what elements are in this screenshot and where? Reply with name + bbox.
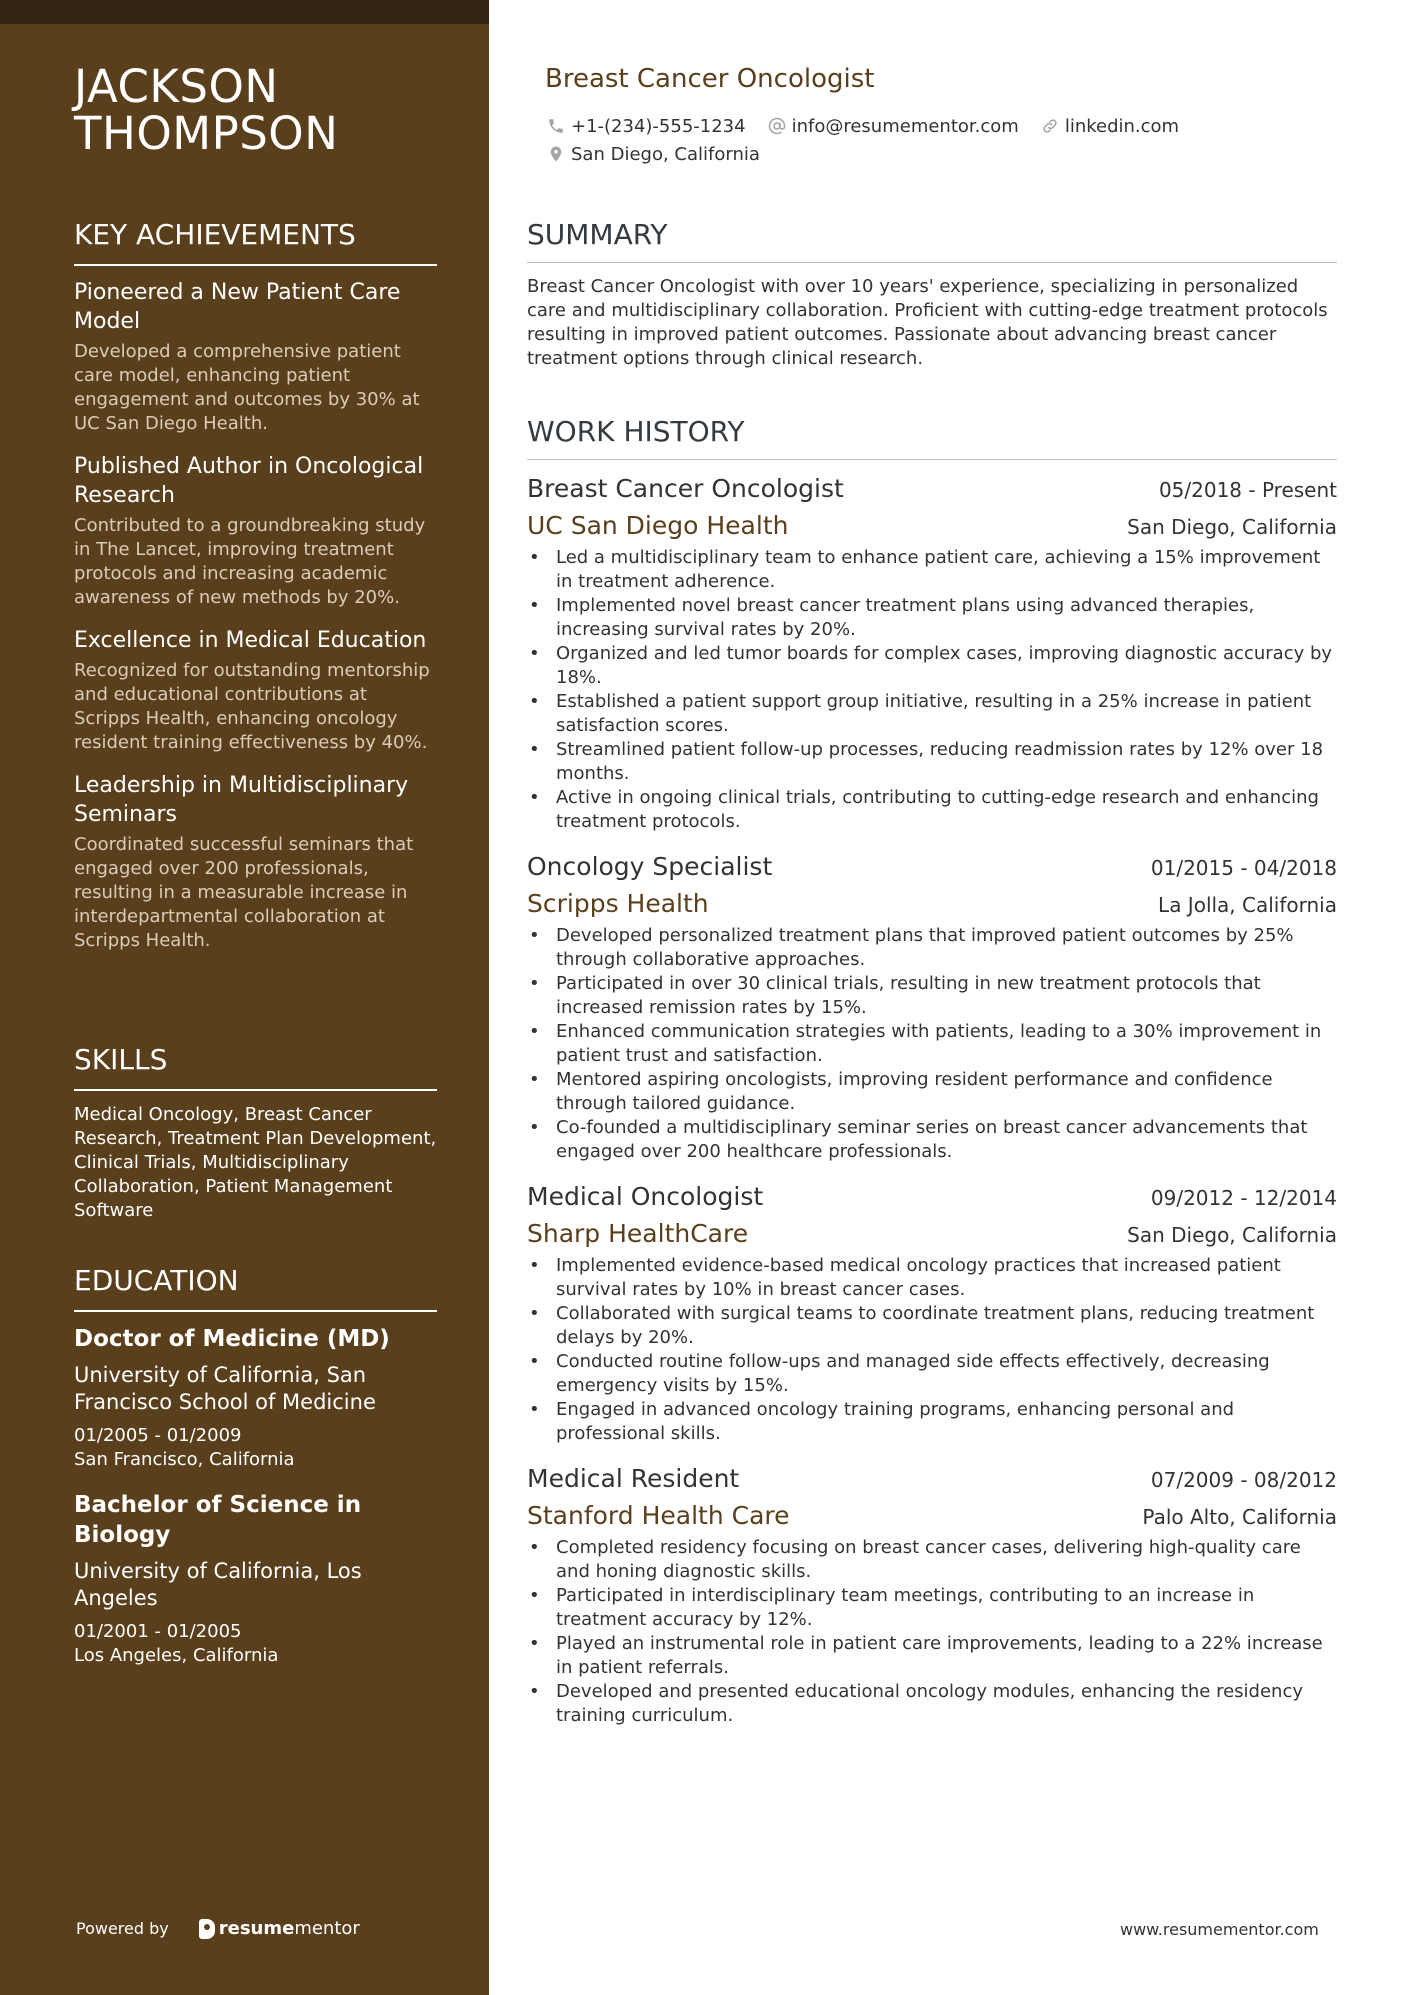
job-bullets [527, 924, 1337, 1164]
education-item [74, 1324, 437, 1472]
job-company: Scripps Health [527, 889, 709, 918]
footer-url-link[interactable]: www.resumementor.com [1120, 1920, 1319, 1939]
education-school: University of California, Los Angeles [74, 1559, 362, 1610]
sidebar [0, 0, 489, 1995]
achievement-desc: Recognized for outstanding mentorship and educational contributions at Scripps Health, enhancing oncology resident training effectiveness by 40%. [74, 660, 430, 753]
job-dates: 01/2015 - 04/2018 [1150, 856, 1337, 880]
job-company: UC San Diego Health [527, 511, 789, 540]
job-bullet: • Mentored aspiring oncologists, improving resident performance and confidence through tailored guidance. [527, 1068, 1337, 1116]
last-name: THOMPSON [74, 107, 339, 160]
job-bullet: • Co-founded a multidisciplinary seminar series on breast cancer advancements that engaged over 200 healthcare professionals. [527, 1116, 1337, 1164]
job-role: Breast Cancer Oncologist [527, 474, 844, 503]
achievement-title: Pioneered a New Patient Care Model [74, 280, 401, 334]
job-bullet: • Participated in interdisciplinary team meetings, contributing to an increase in treatment accuracy by 12%. [527, 1584, 1337, 1632]
achievement-item [74, 452, 437, 610]
job-bullet: • Collaborated with surgical teams to coordinate treatment plans, reducing treatment delays by 20%. [527, 1302, 1337, 1350]
achievement-title: Published Author in Oncological Research [74, 454, 424, 508]
education-degree: Doctor of Medicine (MD) [74, 1326, 390, 1352]
job-bullet: • Led a multidisciplinary team to enhance patient care, achieving a 15% improvement in treatment adherence. [527, 546, 1337, 594]
job-company: Sharp HealthCare [527, 1219, 749, 1248]
job-dates: 07/2009 - 08/2012 [1150, 1468, 1337, 1492]
job-role: Oncology Specialist [527, 852, 773, 881]
achievement-desc: Contributed to a groundbreaking study in The Lancet, improving treatment protocols and increasing academic awareness of new methods by 20%. [74, 515, 426, 608]
work-history-section [527, 415, 1337, 1744]
education-heading: EDUCATION [74, 1264, 437, 1312]
education-dates: 01/2005 - 01/2009 [74, 1425, 242, 1446]
education-location: Los Angeles, California [74, 1645, 279, 1666]
resumementor-logo[interactable] [199, 1918, 360, 1939]
job-bullet: • Established a patient support group initiative, resulting in a 25% increase in patient satisfaction scores. [527, 690, 1337, 738]
job-entry [527, 472, 1337, 834]
main-content [489, 0, 1410, 1995]
achievement-desc: Developed a comprehensive patient care model, enhancing patient engagement and outcomes by 30% at UC San Diego Health. [74, 341, 420, 434]
job-bullet: • Streamlined patient follow-up processes, reducing readmission rates by 12% over 18 months. [527, 738, 1337, 786]
job-bullets [527, 1254, 1337, 1446]
email-text: info@resumementor.com [791, 115, 1019, 137]
at-sign-icon [768, 117, 786, 135]
job-bullet: • Implemented novel breast cancer treatment plans using advanced therapies, increasing survival rates by 20%. [527, 594, 1337, 642]
logo-bold-text: resume [218, 1918, 295, 1939]
job-bullet: • Participated in over 30 clinical trials, resulting in new treatment protocols that increased remission rates by 15%. [527, 972, 1337, 1020]
job-location: Palo Alto, California [1142, 1505, 1337, 1529]
job-location: San Diego, California [1127, 1223, 1337, 1247]
phone-icon [547, 117, 565, 135]
first-name: JACKSON [74, 60, 279, 113]
achievement-desc: Coordinated successful seminars that engaged over 200 professionals, resulting in a measurable increase in interdepartmental collaboration at Scripps Health. [74, 834, 414, 951]
education-degree: Bachelor of Science in Biology [74, 1492, 362, 1548]
phone-text: +1-(234)-555-1234 [571, 115, 746, 137]
job-role: Medical Oncologist [527, 1182, 764, 1211]
logo-light-text: mentor [294, 1918, 360, 1939]
linkedin-contact[interactable] [1041, 116, 1179, 137]
achievement-title: Excellence in Medical Education [74, 628, 427, 653]
job-bullet: • Developed personalized treatment plans that improved patient outcomes by 25% through collaborative approaches. [527, 924, 1337, 972]
headline-job-title: Breast Cancer Oncologist [545, 64, 875, 94]
powered-by [76, 1918, 360, 1939]
powered-by-label: Powered by [76, 1919, 169, 1938]
job-location: La Jolla, California [1158, 893, 1337, 917]
summary-section [527, 218, 1337, 371]
job-bullets [527, 1536, 1337, 1728]
job-entry [527, 850, 1337, 1164]
job-bullet: • Organized and led tumor boards for complex cases, improving diagnostic accuracy by 18%. [527, 642, 1337, 690]
achievement-item [74, 626, 437, 755]
candidate-name [74, 60, 444, 160]
education-item [74, 1490, 437, 1668]
job-bullets [527, 546, 1337, 834]
skills-text: Medical Oncology, Breast Cancer Research, Treatment Plan Development, Clinical Trials, Multidisciplinary Collaboration, Patient Management Software [74, 1104, 437, 1221]
job-bullet: • Completed residency focusing on breast cancer cases, delivering high-quality care and honing diagnostic skills. [527, 1536, 1337, 1584]
location-text: San Diego, California [571, 143, 760, 165]
resumementor-logo-icon [199, 1919, 215, 1939]
job-dates: 09/2012 - 12/2014 [1150, 1186, 1337, 1210]
education-location: San Francisco, California [74, 1449, 295, 1470]
job-role: Medical Resident [527, 1464, 740, 1493]
phone-contact[interactable] [547, 116, 746, 137]
contact-info [547, 113, 1367, 169]
education-dates: 01/2001 - 01/2005 [74, 1621, 242, 1642]
achievement-item [74, 278, 437, 436]
job-bullet: • Active in ongoing clinical trials, contributing to cutting-edge research and enhancing treatment protocols. [527, 786, 1337, 834]
job-bullet: • Developed and presented educational oncology modules, enhancing the residency training curriculum. [527, 1680, 1337, 1728]
job-bullet: • Engaged in advanced oncology training programs, enhancing personal and professional skills. [527, 1398, 1337, 1446]
location-contact [547, 144, 760, 165]
email-contact[interactable] [768, 116, 1019, 137]
linkedin-text: linkedin.com [1064, 115, 1180, 137]
education-section [74, 1264, 437, 1686]
achievement-title: Leadership in Multidisciplinary Seminars [74, 773, 409, 827]
job-entry [527, 1180, 1337, 1446]
job-bullet: • Played an instrumental role in patient care improvements, leading to a 22% increase in patient referrals. [527, 1632, 1337, 1680]
skills-section [74, 1043, 437, 1223]
work-history-heading: WORK HISTORY [527, 415, 1337, 460]
skills-heading: SKILLS [74, 1043, 437, 1091]
summary-text: Breast Cancer Oncologist with over 10 years' experience, specializing in personalized care and multidisciplinary collaboration. Proficient with cutting-edge treatment protocols resulting in improved patient outcomes. Passionate about advancing breast cancer treatment options through clinical research. [527, 276, 1328, 369]
job-location: San Diego, California [1127, 515, 1337, 539]
sidebar-top-band [0, 0, 489, 24]
achievements-heading: KEY ACHIEVEMENTS [74, 218, 437, 266]
job-bullet: • Implemented evidence-based medical oncology practices that increased patient survival rates by 10% in breast cancer cases. [527, 1254, 1337, 1302]
summary-heading: SUMMARY [527, 218, 1337, 263]
job-entry [527, 1462, 1337, 1728]
link-icon [1041, 117, 1059, 135]
achievement-item [74, 771, 437, 953]
job-company: Stanford Health Care [527, 1501, 790, 1530]
job-dates: 05/2018 - Present [1158, 478, 1337, 502]
achievements-section [74, 218, 437, 969]
map-pin-icon [547, 144, 565, 164]
education-school: University of California, San Francisco School of Medicine [74, 1363, 376, 1414]
job-bullet: • Enhanced communication strategies with patients, leading to a 30% improvement in patient trust and satisfaction. [527, 1020, 1337, 1068]
job-bullet: • Conducted routine follow-ups and managed side effects effectively, decreasing emergency visits by 15%. [527, 1350, 1337, 1398]
